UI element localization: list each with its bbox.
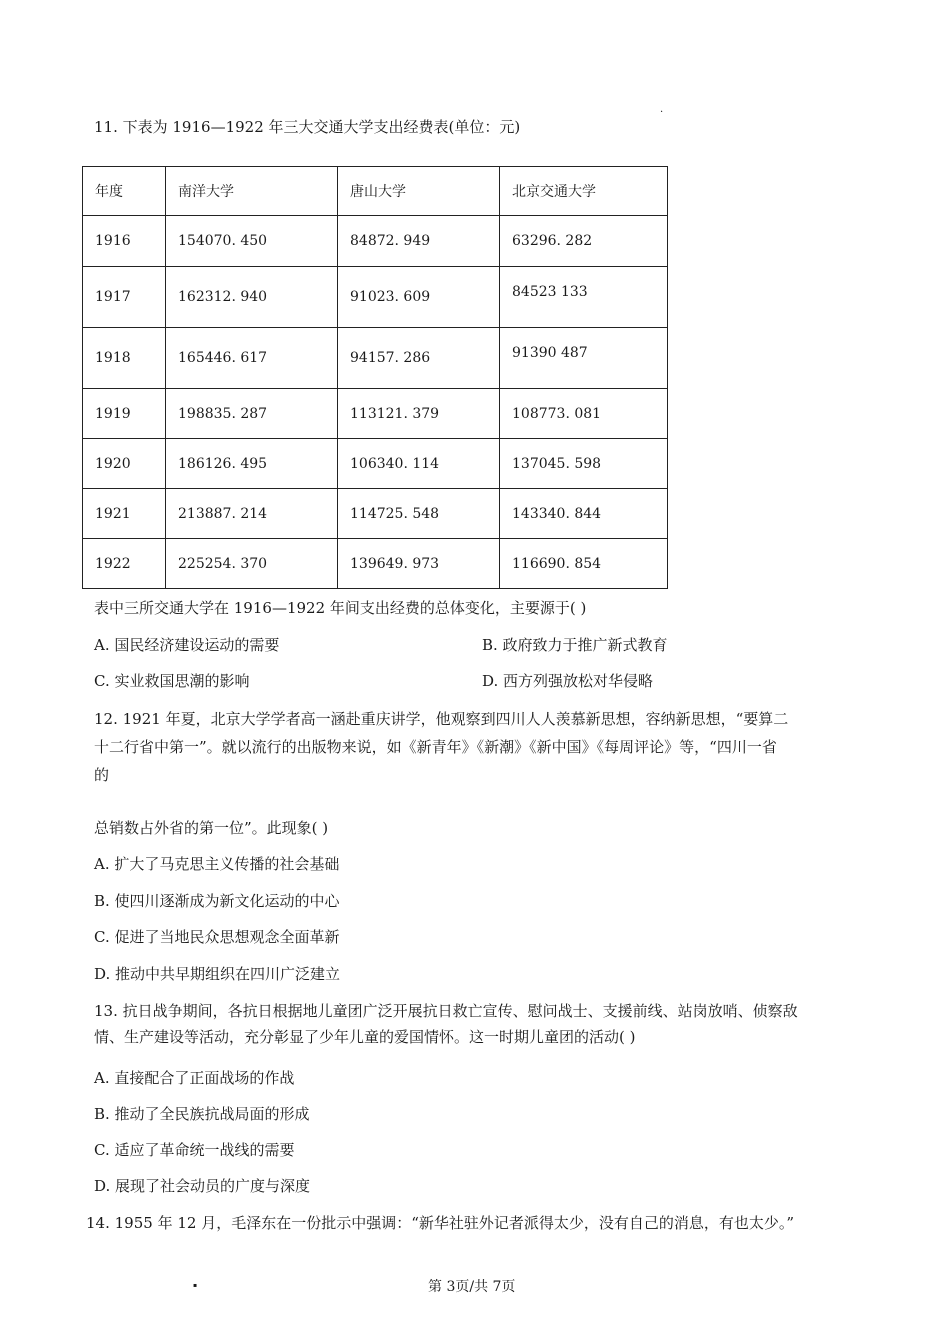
q11-option-d[interactable]: D. 西方列强放松对华侵略: [482, 672, 654, 690]
cell-value: 213887. 214: [166, 489, 338, 539]
cell-value: 143340. 844: [500, 489, 668, 539]
cell-value: 113121. 379: [338, 389, 500, 439]
header-tangshan: 唐山大学: [338, 167, 500, 216]
cell-year: 1917: [83, 267, 166, 328]
q13-option-c[interactable]: C. 适应了革命统一战线的需要: [94, 1141, 295, 1159]
header-beijing-jiaotong: 北京交通大学: [500, 167, 668, 216]
q12-option-d[interactable]: D. 推动中共早期组织在四川广泛建立: [94, 965, 341, 983]
cell-year: 1919: [83, 389, 166, 439]
cell-value: 198835. 287: [166, 389, 338, 439]
q11-option-a[interactable]: A. 国民经济建设运动的需要: [94, 636, 280, 654]
page-footer: 第 3页/共 7页: [428, 1279, 516, 1295]
q13-option-d[interactable]: D. 展现了社会动员的广度与深度: [94, 1177, 311, 1195]
cell-value: 94157. 286: [338, 328, 500, 389]
cell-value: 154070. 450: [166, 216, 338, 267]
cell-value: 186126. 495: [166, 439, 338, 489]
cell-value: 162312. 940: [166, 267, 338, 328]
q13-line2: 情、生产建设等活动，充分彰显了少年儿童的爱国情怀。这一时期儿童团的活动( ): [94, 1028, 636, 1046]
table-row: [83, 539, 668, 589]
table-row: [83, 489, 668, 539]
q12-line4: 总销数占外省的第一位”。此现象( ): [94, 819, 329, 837]
table-row: [83, 267, 668, 328]
q12-line3: 的: [94, 766, 110, 784]
table-row: [83, 216, 668, 267]
expenditure-table: [82, 166, 668, 589]
table-row: [83, 389, 668, 439]
cell-value: 139649. 973: [338, 539, 500, 589]
table-header-row: [83, 167, 668, 216]
table-row: [83, 328, 668, 389]
header-year: 年度: [83, 167, 166, 216]
cell-value: 63296. 282: [500, 216, 668, 267]
table-row: [83, 439, 668, 489]
q14-line1: 14. 1955 年 12 月，毛泽东在一份批示中强调：“新华社驻外记者派得太少，没有自己的消息，有也太少。”: [86, 1214, 795, 1232]
q13-line1: 13. 抗日战争期间，各抗日根据地儿童团广泛开展抗日救亡宣传、慰问战士、支援前线、站岗放哨、侦察敌: [94, 1002, 798, 1020]
q12-option-a[interactable]: A. 扩大了马克思主义传播的社会基础: [94, 855, 340, 873]
cell-value: 225254. 370: [166, 539, 338, 589]
q11-stem: 11. 下表为 1916—1922 年三大交通大学支出经费表(单位：元): [94, 118, 521, 136]
q11-option-c[interactable]: C. 实业救国思潮的影响: [94, 672, 250, 690]
cell-value: 108773. 081: [500, 389, 668, 439]
cell-value: 165446. 617: [166, 328, 338, 389]
q12-option-c[interactable]: C. 促进了当地民众思想观念全面革新: [94, 928, 340, 946]
cell-year: 1918: [83, 328, 166, 389]
q12-line1: 12. 1921 年夏，北京大学学者高一涵赴重庆讲学，他观察到四川人人羡慕新思想，容纳新思想，“要算二: [94, 710, 789, 728]
q11-question: 表中三所交通大学在 1916—1922 年间支出经费的总体变化，主要源于( ): [94, 599, 587, 617]
q13-option-b[interactable]: B. 推动了全民族抗战局面的形成: [94, 1105, 310, 1123]
cell-value: 84872. 949: [338, 216, 500, 267]
cell-value: 91023. 609: [338, 267, 500, 328]
q11-option-b[interactable]: B. 政府致力于推广新式教育: [482, 636, 668, 654]
cell-year: 1920: [83, 439, 166, 489]
corner-mark: .: [660, 104, 664, 115]
cell-value: 106340. 114: [338, 439, 500, 489]
footer-mark: ▪: [193, 1282, 198, 1289]
cell-value: 91390 487: [500, 328, 668, 389]
header-nanyang: 南洋大学: [166, 167, 338, 216]
cell-year: 1922: [83, 539, 166, 589]
q13-option-a[interactable]: A. 直接配合了正面战场的作战: [94, 1069, 295, 1087]
cell-value: 116690. 854: [500, 539, 668, 589]
cell-year: 1916: [83, 216, 166, 267]
q12-line2: 十二行省中第一”。就以流行的出版物来说，如《新青年》《新潮》《新中国》《每周评论》等，“四川一省: [94, 738, 777, 756]
cell-value: 114725. 548: [338, 489, 500, 539]
q12-option-b[interactable]: B. 使四川逐渐成为新文化运动的中心: [94, 892, 340, 910]
cell-value: 137045. 598: [500, 439, 668, 489]
cell-year: 1921: [83, 489, 166, 539]
cell-value: 84523 133: [500, 267, 668, 328]
